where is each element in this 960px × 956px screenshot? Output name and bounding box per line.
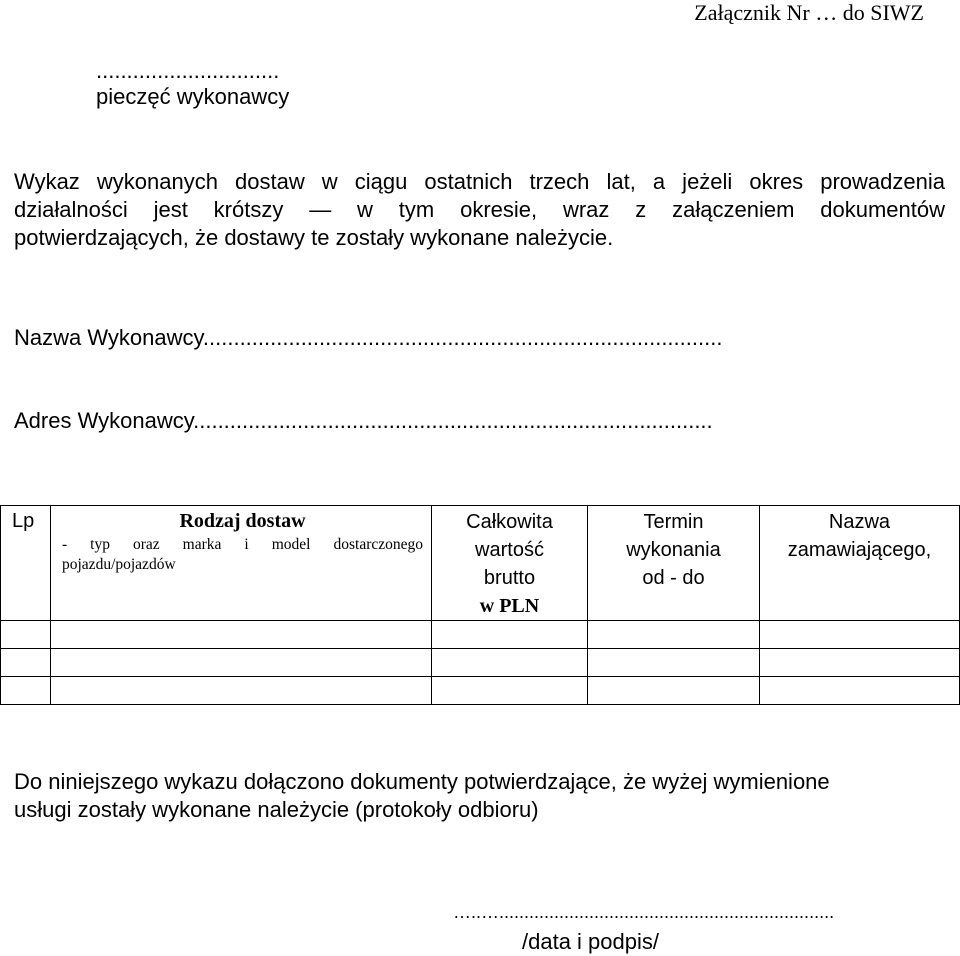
header-term-line: wykonania — [626, 539, 721, 561]
signature-label: /data i podpis/ — [522, 929, 659, 954]
closing-line: usługi zostały wykonane należycie (protokoły odbioru) — [14, 797, 539, 822]
header-term — [588, 506, 760, 621]
table-cell[interactable] — [432, 677, 588, 705]
header-lp: Lp — [1, 506, 51, 621]
contractor-name-field: Nazwa Wykonawcy..................................................................................... — [14, 325, 723, 350]
header-term-line: od - do — [642, 567, 705, 589]
table-cell[interactable] — [760, 677, 960, 705]
stamp-placeholder-dots: .............................. — [96, 58, 280, 83]
table-header-row — [1, 506, 960, 621]
header-total-value-line: wartość — [475, 539, 544, 561]
intro-line: działalności jest krótszy — w tym okresie, wraz z załączeniem dokumentów — [14, 197, 945, 222]
header-delivery-type — [51, 506, 432, 621]
table-cell[interactable] — [51, 677, 432, 705]
header-total-value-currency: w PLN — [479, 595, 540, 617]
header-delivery-type-subtitle: - typ oraz marka i model dostarczonego pojazdu/pojazdów — [62, 536, 423, 573]
table-cell[interactable] — [1, 649, 51, 677]
header-delivery-type-title: Rodzaj dostaw — [179, 510, 306, 532]
attachment-label: Załącznik Nr … do SIWZ — [694, 0, 924, 25]
closing-line: Do niniejszego wykazu dołączono dokumenty potwierdzające, że wyżej wymienione — [14, 769, 830, 794]
contractor-address-field: Adres Wykonawcy..................................................................................... — [14, 408, 713, 433]
header-client-name-line: zamawiającego, — [787, 539, 932, 561]
table-cell[interactable] — [51, 649, 432, 677]
table-cell[interactable] — [760, 649, 960, 677]
table-cell[interactable] — [588, 649, 760, 677]
intro-line: Wykaz wykonanych dostaw w ciągu ostatnich trzech lat, a jeżeli okres prowadzenia — [14, 169, 945, 194]
header-total-value-line: Całkowita — [466, 511, 553, 533]
stamp-label: pieczęć wykonawcy — [96, 84, 290, 109]
table-cell[interactable] — [51, 621, 432, 649]
header-term-line: Termin — [643, 511, 704, 533]
table-row — [1, 677, 960, 705]
table-cell[interactable] — [588, 677, 760, 705]
table-cell[interactable] — [1, 621, 51, 649]
header-client-name — [760, 506, 960, 621]
intro-paragraph — [14, 168, 945, 252]
closing-paragraph — [14, 768, 830, 824]
table-cell[interactable] — [432, 621, 588, 649]
intro-line: potwierdzających, że dostawy te zostały wykonane należycie. — [14, 225, 614, 250]
table-cell[interactable] — [760, 621, 960, 649]
table-row — [1, 621, 960, 649]
header-total-value-line: brutto — [483, 567, 536, 589]
header-total-value — [432, 506, 588, 621]
deliveries-table — [0, 505, 960, 705]
table-row — [1, 649, 960, 677]
header-client-name-line: Nazwa — [828, 511, 891, 533]
table-cell[interactable] — [1, 677, 51, 705]
table-cell[interactable] — [588, 621, 760, 649]
signature-dots: …..…................................................................... — [453, 902, 835, 922]
table-cell[interactable] — [432, 649, 588, 677]
